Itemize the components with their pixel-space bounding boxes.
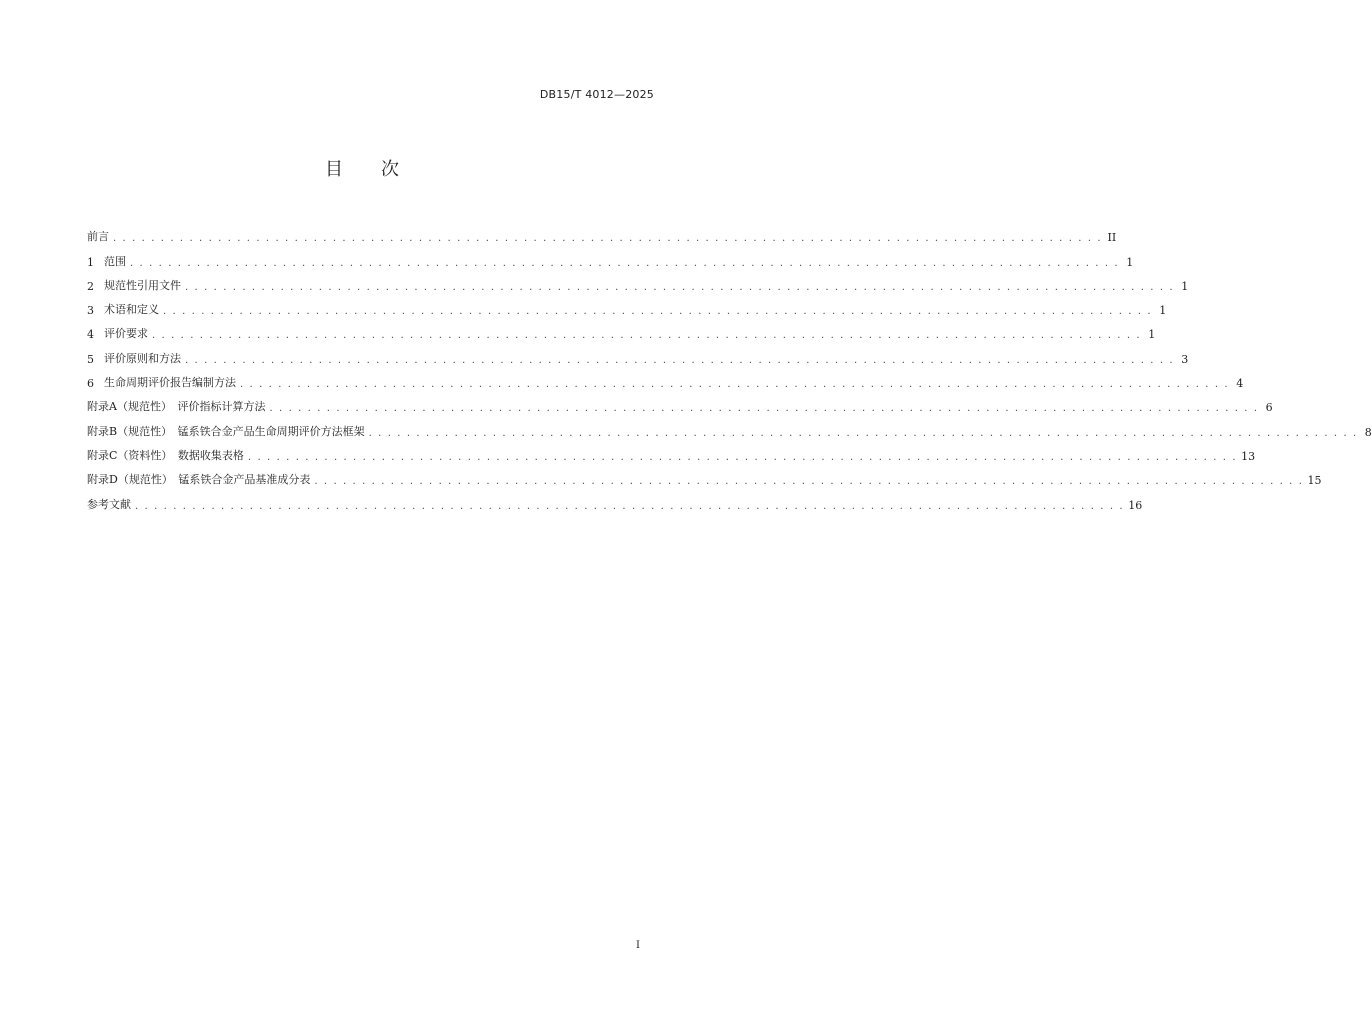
toc-entry-label: 附录C（资料性） 数据收集表格: [87, 448, 244, 462]
toc-leader-dots: . . . . . . . . . . . . . . . . . . . . . . . . . . . . . . . . . . . . . . . . . . . . . . . . . . . . . . . . . . . . . . . . . . . . . . . . . . . . . . . . . . . . . . . . . . . . . . . . . . . . . . . .: [135, 500, 1125, 512]
toc-entry-appendix-c[interactable]: [87, 439, 1256, 463]
toc-entry-label: 附录D（规范性） 锰系铁合金产品基准成分表: [87, 473, 311, 487]
toc-entry-label: 规范性引用文件: [104, 278, 181, 292]
title-char-left: 目: [325, 159, 343, 180]
toc-entry-page: 15: [1307, 474, 1322, 488]
toc-entry-appendix-d[interactable]: [87, 463, 1322, 488]
toc-entry-bibliography[interactable]: [87, 487, 1143, 512]
toc-entry-label: 术语和定义: [104, 303, 159, 317]
toc-entry-label: 参考文献: [87, 497, 131, 511]
toc-leader-dots: . . . . . . . . . . . . . . . . . . . . . . . . . . . . . . . . . . . . . . . . . . . . . . . . . . . . . . . . . . . . . . . . . . . . . . . . . . . . . . . . . . . . . . . . . . . . . . . . . . . . . . . .: [185, 281, 1175, 293]
toc-entry-page: 16: [1128, 498, 1143, 512]
toc-entry-foreword[interactable]: [87, 220, 1117, 245]
toc-entry-label: 前言: [87, 230, 109, 244]
toc-entry-page: 6: [1265, 401, 1273, 415]
toc-entry-number: 6: [87, 377, 94, 391]
toc-entry-page: 8: [1364, 425, 1372, 439]
table-of-contents: [87, 220, 1372, 512]
document-code: DB15/T 4012—2025: [539, 88, 654, 101]
toc-entry-page: II: [1107, 231, 1117, 245]
toc-entry-number: 3: [87, 304, 94, 318]
toc-leader-dots: . . . . . . . . . . . . . . . . . . . . . . . . . . . . . . . . . . . . . . . . . . . . . . . . . . . . . . . . . . . . . . . . . . . . . . . . . . . . . . . . . . . . . . . . . . . . . . . . . . . . . . . .: [113, 233, 1103, 245]
title-char-right: 次: [381, 159, 399, 180]
toc-entry-page: 3: [1181, 352, 1189, 366]
toc-entry-number: 5: [87, 352, 94, 366]
toc-entry-label: 生命周期评价报告编制方法: [104, 376, 236, 390]
toc-entry-number: 4: [87, 328, 94, 342]
toc-entry-number: 2: [87, 279, 94, 293]
page-title: [0, 155, 724, 181]
toc-leader-dots: . . . . . . . . . . . . . . . . . . . . . . . . . . . . . . . . . . . . . . . . . . . . . . . . . . . . . . . . . . . . . . . . . . . . . . . . . . . . . . . . . . . . . . . . . . . . . . . . . . . . . . . .: [247, 451, 1238, 463]
toc-entry-label: 评价原则和方法: [104, 351, 181, 365]
toc-leader-dots: . . . . . . . . . . . . . . . . . . . . . . . . . . . . . . . . . . . . . . . . . . . . . . . . . . . . . . . . . . . . . . . . . . . . . . . . . . . . . . . . . . . . . . . . . . . . . . . . . . . . . . . .: [130, 257, 1120, 269]
toc-entry-label: 附录B（规范性） 锰系铁合金产品生命周期评价方法框架: [87, 424, 365, 438]
toc-entry-appendix-a[interactable]: [87, 390, 1273, 415]
toc-leader-dots: . . . . . . . . . . . . . . . . . . . . . . . . . . . . . . . . . . . . . . . . . . . . . . . . . . . . . . . . . . . . . . . . . . . . . . . . . . . . . . . . . . . . . . . . . . . . . . . . . . . . . . . .: [240, 379, 1230, 391]
toc-leader-dots: . . . . . . . . . . . . . . . . . . . . . . . . . . . . . . . . . . . . . . . . . . . . . . . . . . . . . . . . . . . . . . . . . . . . . . . . . . . . . . . . . . . . . . . . . . . . . . . . . . . . . . . .: [368, 427, 1358, 439]
toc-entry-label: 范围: [104, 254, 126, 268]
toc-entry-number: 1: [87, 255, 94, 269]
toc-entry-evaluation-requirements[interactable]: [87, 317, 1156, 342]
toc-leader-dots: . . . . . . . . . . . . . . . . . . . . . . . . . . . . . . . . . . . . . . . . . . . . . . . . . . . . . . . . . . . . . . . . . . . . . . . . . . . . . . . . . . . . . . . . . . . . . . . . . . . . . . . .: [314, 476, 1304, 488]
toc-entry-terms-definitions[interactable]: [87, 293, 1167, 318]
toc-entry-page: 4: [1236, 377, 1244, 391]
toc-entry-scope[interactable]: [87, 244, 1134, 269]
page-number: I: [636, 940, 640, 951]
toc-entry-page: 1: [1148, 328, 1156, 342]
toc-entry-appendix-b[interactable]: [87, 414, 1372, 439]
toc-leader-dots: . . . . . . . . . . . . . . . . . . . . . . . . . . . . . . . . . . . . . . . . . . . . . . . . . . . . . . . . . . . . . . . . . . . . . . . . . . . . . . . . . . . . . . . . . . . . . . . . . . . . . . . .: [269, 403, 1259, 415]
toc-entry-label: 评价要求: [104, 327, 148, 341]
toc-leader-dots: . . . . . . . . . . . . . . . . . . . . . . . . . . . . . . . . . . . . . . . . . . . . . . . . . . . . . . . . . . . . . . . . . . . . . . . . . . . . . . . . . . . . . . . . . . . . . . . . . . . . . . . .: [185, 354, 1175, 366]
toc-leader-dots: . . . . . . . . . . . . . . . . . . . . . . . . . . . . . . . . . . . . . . . . . . . . . . . . . . . . . . . . . . . . . . . . . . . . . . . . . . . . . . . . . . . . . . . . . . . . . . . . . . . . . . . .: [152, 330, 1142, 342]
toc-entry-page: 1: [1181, 279, 1189, 293]
toc-leader-dots: . . . . . . . . . . . . . . . . . . . . . . . . . . . . . . . . . . . . . . . . . . . . . . . . . . . . . . . . . . . . . . . . . . . . . . . . . . . . . . . . . . . . . . . . . . . . . . . . . . . . . . . .: [163, 306, 1153, 318]
toc-entry-page: 1: [1159, 304, 1167, 318]
toc-entry-normative-references[interactable]: [87, 269, 1189, 293]
toc-entry-report-method[interactable]: [87, 366, 1244, 391]
toc-entry-principles-methods[interactable]: [87, 341, 1189, 366]
toc-entry-page: 13: [1241, 449, 1256, 463]
toc-entry-label: 附录A（规范性） 评价指标计算方法: [87, 400, 266, 414]
toc-entry-page: 1: [1126, 255, 1134, 269]
